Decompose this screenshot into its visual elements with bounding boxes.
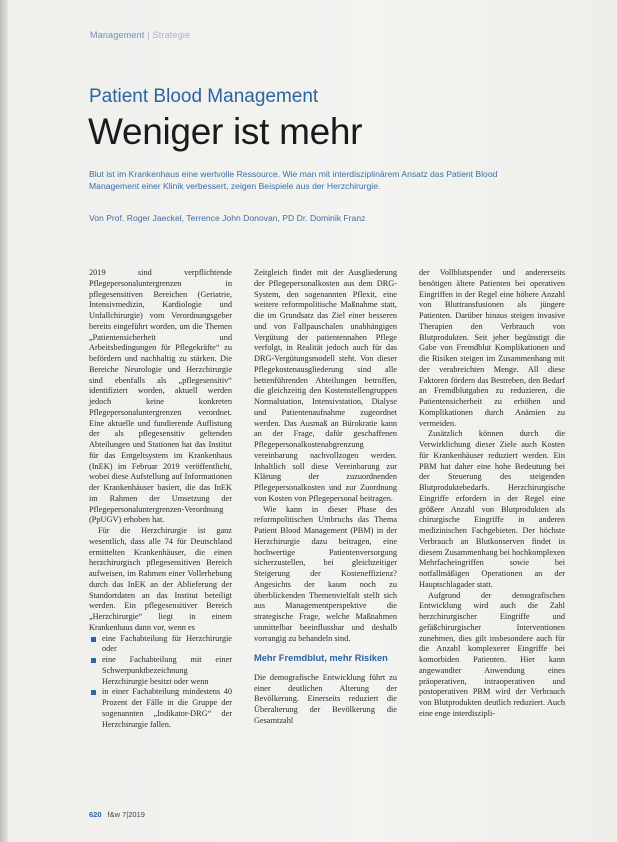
page-footer [89,810,145,819]
kicker-separator: | [144,30,153,40]
article-title: Weniger ist mehr [88,111,363,152]
paragraph: Aufgrund der demografischen Entwicklung wird auch die Zahl herzchirurgischer Eingriffe und gefäßchirurgischer Interventionen zunehmen, dies gilt insbesondere auch für die Anzahl komplexerer Eingriffe bei komorbiden Patienten. Hier kann angewandter Anwendung eines präoperativen, intraoperativen und postoperativen PBM wird der Verbrauch von Blutprodukten deutlich reduziert. Auch eine enge interdiszipli- [419,590,565,718]
bullet-list [89,634,232,731]
page-number: 620 [89,810,102,819]
list-item: in einer Fachabteilung mindestens 40 Prozent der Fälle in die Gruppe der sogenannten „Indikator-DRG“ der Herzchirurgie fallen. [89,687,232,730]
paragraph: Die demografische Entwicklung führt zu einer deutlichen Alterung der Bevölkerung. Einerseits reduziert die Überalterung der Bevölkerung die Gesamtzahl [254,672,397,725]
paragraph: Für die Herzchirurgie ist ganz wesentlich, dass alle 74 für Deutschland ermittelten Krankenhäuser, die einen herzchirurgisch pflegesensitiven Bereich aufweisen, im Rahmen einer Vollerhebung durch das InEK an der Ablieferung der Standortdaten an das Institut beteiligt werden. Ein pflegesensitiver Bereich „Herzchirurgie“ liegt in einem Krankenhaus dann vor, wenn es [89,526,232,632]
article-authors: Von Prof. Roger Jaeckel, Terrence John Donovan, PD Dr. Dominik Franz [89,213,366,223]
paragraph: der Vollblutspender und andererseits benötigen ältere Patienten bei operativen Eingriffen in der Regel eine höhere Anzahl von Bluttransfusionen als jüngere Patienten. Darüber hinaus steigen invasive Therapien den Verbrauch von Blutprodukten. Seit jeher begünstigt die Gabe von Fremdblut Komplikationen und die Risiken steigen im Zusammenhang mit der verabreichten Menge. All diese Faktoren fördern das Bestreben, den Bedarf an Fremdblutgaben zu reduzieren, die Patientensicherheit zu erhöhen und Komplikationen durch Anämien zu vermeiden. [419,268,565,428]
publication-name: f&w 7|2019 [107,810,145,819]
text-column-3 [419,268,565,720]
paragraph: Zusätzlich können durch die Verwirklichung dieser Ziele auch Kosten für Krankenhäuser reduziert werden. Ein PBM hat daher eine hohe Bedeutung bei der Steuerung des steigenden Blutproduktebedarfs. Herzchirurgische Eingriffe erfordern in der Regel eine größere Anzahl von Blutprodukten als chirurgische Eingriffe in anderen medizinischen Fachgebieten. Der höchste Verbrauch an Blutkonserven findet in diesem Zusammenhang bei hochkomplexen Mehrfacheingriffen sowie bei notfallmäßigen Operationen an der Hauptschlagader statt. [419,429,565,589]
paragraph: 2019 sind verpflichtende Pflegepersonaluntergrenzen in pflegesensitiven Bereichen (Geriatrie, Intensivmedizin, Kardiologie und Unfallchirurgie) vom Verordnungsgeber bereits eingeführt worden, um die Themen „Patientensicherheit und Arbeitsbedingungen für Pflegekräfte“ zu befördern und nachhaltig zu stärken. Die Bereiche Neurologie und Herzchirurgie sind ebenfalls als „pflegesensitiv“ identifiziert worden, aktuell werden jedoch keine konkreten Pflegepersonaluntergrenzen verordnet. Eine aktuelle und fundierende Auflistung der als pflegesensitiv geltenden Abteilungen und Stationen hat das Institut für das Entgeltsystem im Krankenhaus (InEK) im Februar 2019 veröffentlicht, wobei diese Aufstellung auf Informationen der Krankenhäuser basiert, die das InEK im Rahmen der Umsetzung der Pflegepersonaluntergrenzen-Verordnung (PpUGV) erhoben hat. [89,268,232,525]
list-item: eine Fachabteilung mit einer Schwerpunktbezeichnung Herzchirurgie besitzt oder wenn [89,655,232,687]
text-column-2 [254,268,397,727]
kicker-topic: Strategie [152,30,191,40]
text-column-1 [89,268,232,730]
page-spine-shadow [0,0,8,842]
article-supertitle: Patient Blood Management [89,86,319,107]
section-kicker [90,30,190,40]
article-lead: Blut ist im Krankenhaus eine wertvolle Ressource. Wie man mit interdisziplinärem Ansatz das Patient Blood Management einer Klinik verbessert, zeigen Beispiele aus der Herzchirurgie. [89,169,498,191]
list-item: eine Fachabteilung für Herzchirurgie oder [89,634,232,656]
section-subheading: Mehr Fremdblut, mehr Risiken [254,653,388,664]
paragraph: Zeitgleich findet mit der Ausgliederung der Pflegepersonalkosten aus dem DRG-System, den sogenannten Pflexit, eine weitere reformpolitische Maßnahme statt, die im Grundsatz das Ziel einer besseren und von Fallpauschalen unabhängigen Vergütung der patientennahen Pflege verfolgt, in Realität jedoch auch für das DRG-Vergütungsmodell steht. Von dieser Pflegekostenausgliederung sind alle bettenführenden Abteilungen betroffen, die gleichzeitig den Kostenstellengruppen Normalstation, Intensivstation, Dialyse und Patientenaufnahme zugeordnet werden. Das Ausmaß an Bürokratie kann an der Frage, dafür geschaffenen Pflegepersonalkostenabgrenzung vereinbarung nachvollzogen werden. Inhaltlich soll diese Vereinbarung zur Klärung der zuzuordnenden Pflegepersonalkosten und zur Zuordnung von Kosten von Pflegepersonal beitragen. [254,268,397,503]
paragraph: Wie kann in dieser Phase des reformpolitischen Umbruchs das Thema Patient Blood Management (PBM) in der Herzchirurgie dazu beitragen, eine hochwertige Patientenversorgung sicherzustellen, bei gleichzeitiger Steigerung der Kosteneffizienz? Angesichts der kaum noch zu überblickenden Themenvielfalt stellt sich aus Managementperspektive die strategische Frage, welche Maßnahmen unmittelbar beeinflussbar und deshalb vorrangig zu behandeln sind. [254,504,397,643]
kicker-section: Management [90,30,145,40]
